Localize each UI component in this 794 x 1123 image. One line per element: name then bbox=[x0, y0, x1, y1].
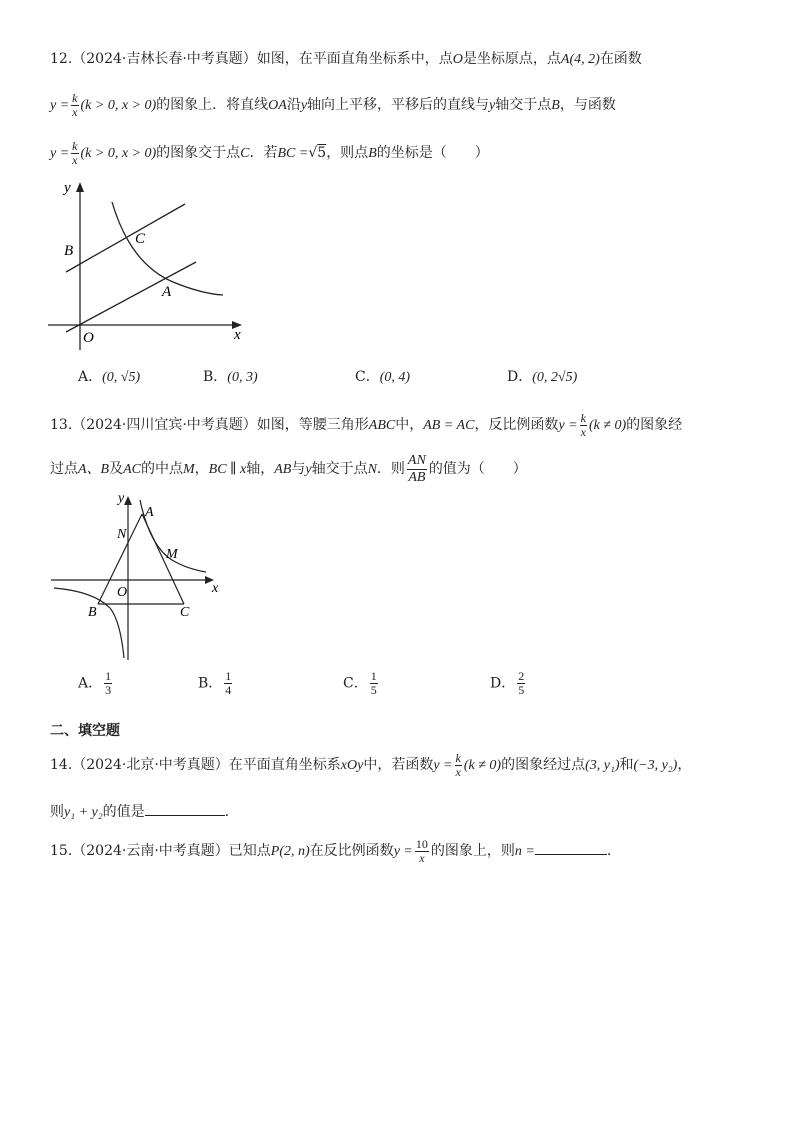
q14-text: ， bbox=[677, 757, 692, 773]
option-fraction bbox=[104, 670, 112, 697]
frac-den: x bbox=[419, 850, 425, 865]
q15-func-lhs: y = bbox=[393, 844, 413, 859]
q13-label-x: x bbox=[212, 581, 219, 596]
q13-text: AB bbox=[274, 462, 292, 477]
frac-num: 1 bbox=[370, 669, 377, 683]
q12-text: 是坐标原点，点 bbox=[462, 51, 561, 67]
frac-den: x bbox=[72, 104, 78, 119]
frac-num: 10 bbox=[415, 836, 428, 851]
q12-number: 12. bbox=[50, 51, 73, 67]
q12-line-oa: OA bbox=[268, 98, 287, 113]
q15-source: （2024·云南·中考真题） bbox=[72, 843, 229, 859]
q12-text: 轴交于点 bbox=[495, 97, 552, 113]
q15-text: 已知点 bbox=[228, 843, 271, 859]
frac-num: k bbox=[580, 410, 586, 425]
q13-text: A、B bbox=[78, 462, 110, 477]
q13-text: 与 bbox=[291, 461, 306, 477]
q12-func-lhs: y = bbox=[50, 98, 70, 113]
q12-option-b[interactable] bbox=[203, 367, 258, 388]
frac-num: k bbox=[72, 138, 78, 153]
q13-option-c[interactable] bbox=[343, 670, 380, 697]
frac-den: 3 bbox=[105, 683, 112, 697]
frac-num: 1 bbox=[225, 669, 232, 683]
sqrt-radicand: 5 bbox=[317, 145, 327, 161]
q12-source: （2024·吉林长春·中考真题） bbox=[72, 51, 257, 67]
q12-option-d[interactable] bbox=[507, 367, 577, 388]
q15-number: 15. bbox=[50, 843, 73, 859]
q12-func-cond: (k > 0, x > 0) bbox=[80, 98, 157, 113]
q13-triangle: ABC bbox=[368, 418, 396, 433]
q14-xoy: xOy bbox=[340, 758, 364, 773]
q13-text: 轴交于点 bbox=[311, 461, 368, 477]
q12-y-arrow bbox=[76, 182, 84, 192]
q12-text: 在函数 bbox=[599, 51, 642, 67]
q14-func-fraction bbox=[455, 752, 462, 779]
q12-y-axis: y bbox=[489, 98, 496, 113]
q15-func-fraction bbox=[415, 838, 429, 865]
q12-label-c: C bbox=[135, 231, 146, 247]
q14-point-2: (−3, y₂) bbox=[633, 758, 678, 773]
option-letter: B． bbox=[203, 369, 228, 385]
q14-text: . bbox=[224, 804, 230, 820]
q14-text: 的值是 bbox=[102, 804, 145, 820]
option-letter: B． bbox=[198, 675, 223, 692]
q14-func-lhs: y = bbox=[433, 758, 453, 773]
q13-number: 13. bbox=[50, 417, 73, 433]
q12-func-cond: (k > 0, x > 0) bbox=[80, 146, 157, 161]
q13-option-d[interactable] bbox=[490, 670, 527, 697]
q12-text: 的图象交于点 bbox=[156, 145, 241, 161]
q15-text: . bbox=[606, 843, 612, 859]
q12-label-y: y bbox=[64, 180, 71, 196]
q15-line-1 bbox=[50, 836, 611, 867]
q12-option-c[interactable] bbox=[355, 367, 410, 388]
q12-point-o: O bbox=[452, 52, 463, 67]
q12-label-b: B bbox=[64, 243, 74, 259]
q12-line-oa bbox=[66, 262, 196, 332]
q14-point-1: (3, y₁) bbox=[585, 758, 620, 773]
q12-line-3 bbox=[50, 138, 489, 169]
q15-n-eq: n = bbox=[514, 844, 535, 859]
q13-label-b: B bbox=[88, 605, 97, 620]
q15-text: 在反比例函数 bbox=[309, 843, 394, 859]
q12-figure bbox=[48, 176, 258, 354]
q14-func-cond: (k ≠ 0) bbox=[463, 758, 502, 773]
q12-text: ，则点 bbox=[326, 145, 369, 161]
q12-sqrt5: √5 bbox=[308, 145, 327, 161]
frac-num: AN bbox=[407, 452, 426, 468]
q14-answer-blank[interactable] bbox=[145, 801, 225, 816]
q13-func-cond: (k ≠ 0) bbox=[588, 418, 627, 433]
q13-ratio-fraction bbox=[407, 453, 427, 486]
q12-option-a[interactable] bbox=[78, 367, 140, 388]
q13-label-c: C bbox=[180, 605, 190, 620]
q12-label-o: O bbox=[83, 330, 94, 346]
q13-label-a: A bbox=[145, 505, 154, 520]
q12-label-a: A bbox=[162, 284, 172, 300]
frac-num: k bbox=[72, 90, 78, 105]
q13-text: 过点 bbox=[50, 461, 78, 477]
q13-text: 的中点 bbox=[141, 461, 183, 477]
frac-den: 4 bbox=[225, 683, 232, 697]
option-letter: D． bbox=[490, 675, 516, 692]
q13-ab-ac: AB = AC bbox=[423, 418, 475, 433]
q12-text: 的坐标是（ ） bbox=[376, 145, 489, 161]
option-fraction bbox=[517, 670, 525, 697]
q13-text: 及 bbox=[109, 461, 124, 477]
q13-text: ，反比例函数 bbox=[474, 417, 559, 433]
q13-option-b[interactable] bbox=[198, 670, 234, 697]
q13-func-fraction bbox=[580, 412, 587, 439]
q12-hyperbola bbox=[112, 202, 223, 295]
frac-num: 2 bbox=[518, 669, 525, 683]
q13-source: （2024·四川宜宾·中考真题） bbox=[72, 417, 257, 433]
q14-text: 的图象经过点 bbox=[501, 757, 586, 773]
q12-func-fraction bbox=[71, 140, 78, 167]
q15-point-p: P(2, n) bbox=[270, 844, 310, 859]
option-value: (0, 3) bbox=[227, 370, 258, 385]
option-value: (0, 4) bbox=[379, 370, 411, 385]
q14-number: 14. bbox=[50, 757, 73, 773]
option-letter: A． bbox=[78, 675, 103, 692]
frac-den: 5 bbox=[370, 683, 377, 697]
q12-label-x: x bbox=[234, 327, 241, 343]
q14-text: 则 bbox=[50, 804, 64, 820]
q13-figure bbox=[48, 488, 228, 663]
q13-label-m: M bbox=[166, 547, 178, 562]
q12-func-fraction bbox=[71, 92, 78, 119]
q12-point-a: A bbox=[560, 52, 570, 67]
q13-text: M bbox=[183, 462, 195, 477]
q13-label-y: y bbox=[118, 491, 125, 506]
option-fraction bbox=[370, 670, 378, 697]
q12-text: ．若 bbox=[249, 145, 278, 161]
q13-line-1 bbox=[50, 410, 682, 441]
q13-text: y bbox=[305, 462, 312, 477]
q15-text: 的图象上，则 bbox=[430, 843, 515, 859]
q13-text: ， bbox=[194, 461, 209, 477]
q12-text: ，与函数 bbox=[559, 97, 616, 113]
section-title: 二、填空题 bbox=[50, 723, 120, 739]
q12-line-bc bbox=[66, 204, 185, 272]
q14-text: 在平面直角坐标系 bbox=[228, 757, 341, 773]
frac-num: 1 bbox=[105, 669, 112, 683]
frac-den: x bbox=[455, 764, 461, 779]
frac-den: x bbox=[580, 424, 586, 439]
q12-text: 轴向上平移，平移后的直线与 bbox=[307, 97, 490, 113]
q14-text: 中，若函数 bbox=[363, 757, 434, 773]
q12-line-1 bbox=[50, 49, 642, 70]
q14-line-2 bbox=[50, 801, 229, 823]
q13-y-arrow bbox=[124, 496, 132, 505]
q12-bc-eq: BC = bbox=[277, 146, 309, 161]
option-letter: C． bbox=[355, 369, 380, 385]
frac-num: k bbox=[455, 750, 461, 765]
q13-text: 如图，等腰三角形 bbox=[256, 417, 369, 433]
q12-text: 如图，在平面直角坐标系中，点 bbox=[256, 51, 453, 67]
q13-text: BC ∥ x bbox=[208, 462, 247, 477]
q12-func-lhs: y = bbox=[50, 146, 70, 161]
q12-y-axis: y bbox=[300, 98, 308, 113]
q13-text: 轴， bbox=[246, 461, 275, 477]
q14-source: （2024·北京·中考真题） bbox=[72, 757, 229, 773]
q12-point-b: B bbox=[551, 98, 560, 113]
q13-text: AC bbox=[123, 462, 141, 477]
option-letter: D． bbox=[507, 369, 533, 385]
q13-label-o: O bbox=[117, 585, 128, 600]
q13-text: 中， bbox=[395, 417, 424, 433]
q14-sum: y₁ + y₂ bbox=[64, 805, 103, 820]
q12-line-2 bbox=[50, 90, 616, 121]
q12-point-c: C bbox=[240, 146, 250, 161]
option-value: (0, 2√5) bbox=[532, 370, 578, 385]
option-fraction bbox=[224, 670, 232, 697]
frac-den: 5 bbox=[518, 683, 525, 697]
option-letter: A． bbox=[78, 369, 103, 385]
q12-text: 沿 bbox=[286, 97, 301, 113]
option-letter: C． bbox=[343, 675, 368, 692]
q13-hyperbola-q3 bbox=[54, 588, 124, 658]
q13-option-a[interactable] bbox=[78, 670, 114, 697]
q12-text: 的图象上．将直线 bbox=[156, 97, 269, 113]
q14-text: 和 bbox=[619, 757, 634, 773]
q13-label-n: N bbox=[117, 527, 127, 542]
q13-text: N bbox=[367, 462, 377, 477]
q13-text: ．则 bbox=[376, 461, 405, 477]
q12-coord-a: (4, 2) bbox=[569, 52, 600, 67]
q15-answer-blank[interactable] bbox=[535, 840, 607, 855]
q12-point-b: B bbox=[368, 146, 377, 161]
option-value: (0, √5) bbox=[102, 370, 141, 385]
q13-line-2 bbox=[50, 452, 527, 487]
q13-text: 的值为（ ） bbox=[428, 461, 527, 477]
q13-text: 的图象经 bbox=[626, 417, 683, 433]
frac-den: AB bbox=[408, 469, 426, 485]
frac-den: x bbox=[72, 152, 78, 167]
q14-line-1 bbox=[50, 750, 691, 781]
q13-func-lhs: y = bbox=[558, 418, 578, 433]
